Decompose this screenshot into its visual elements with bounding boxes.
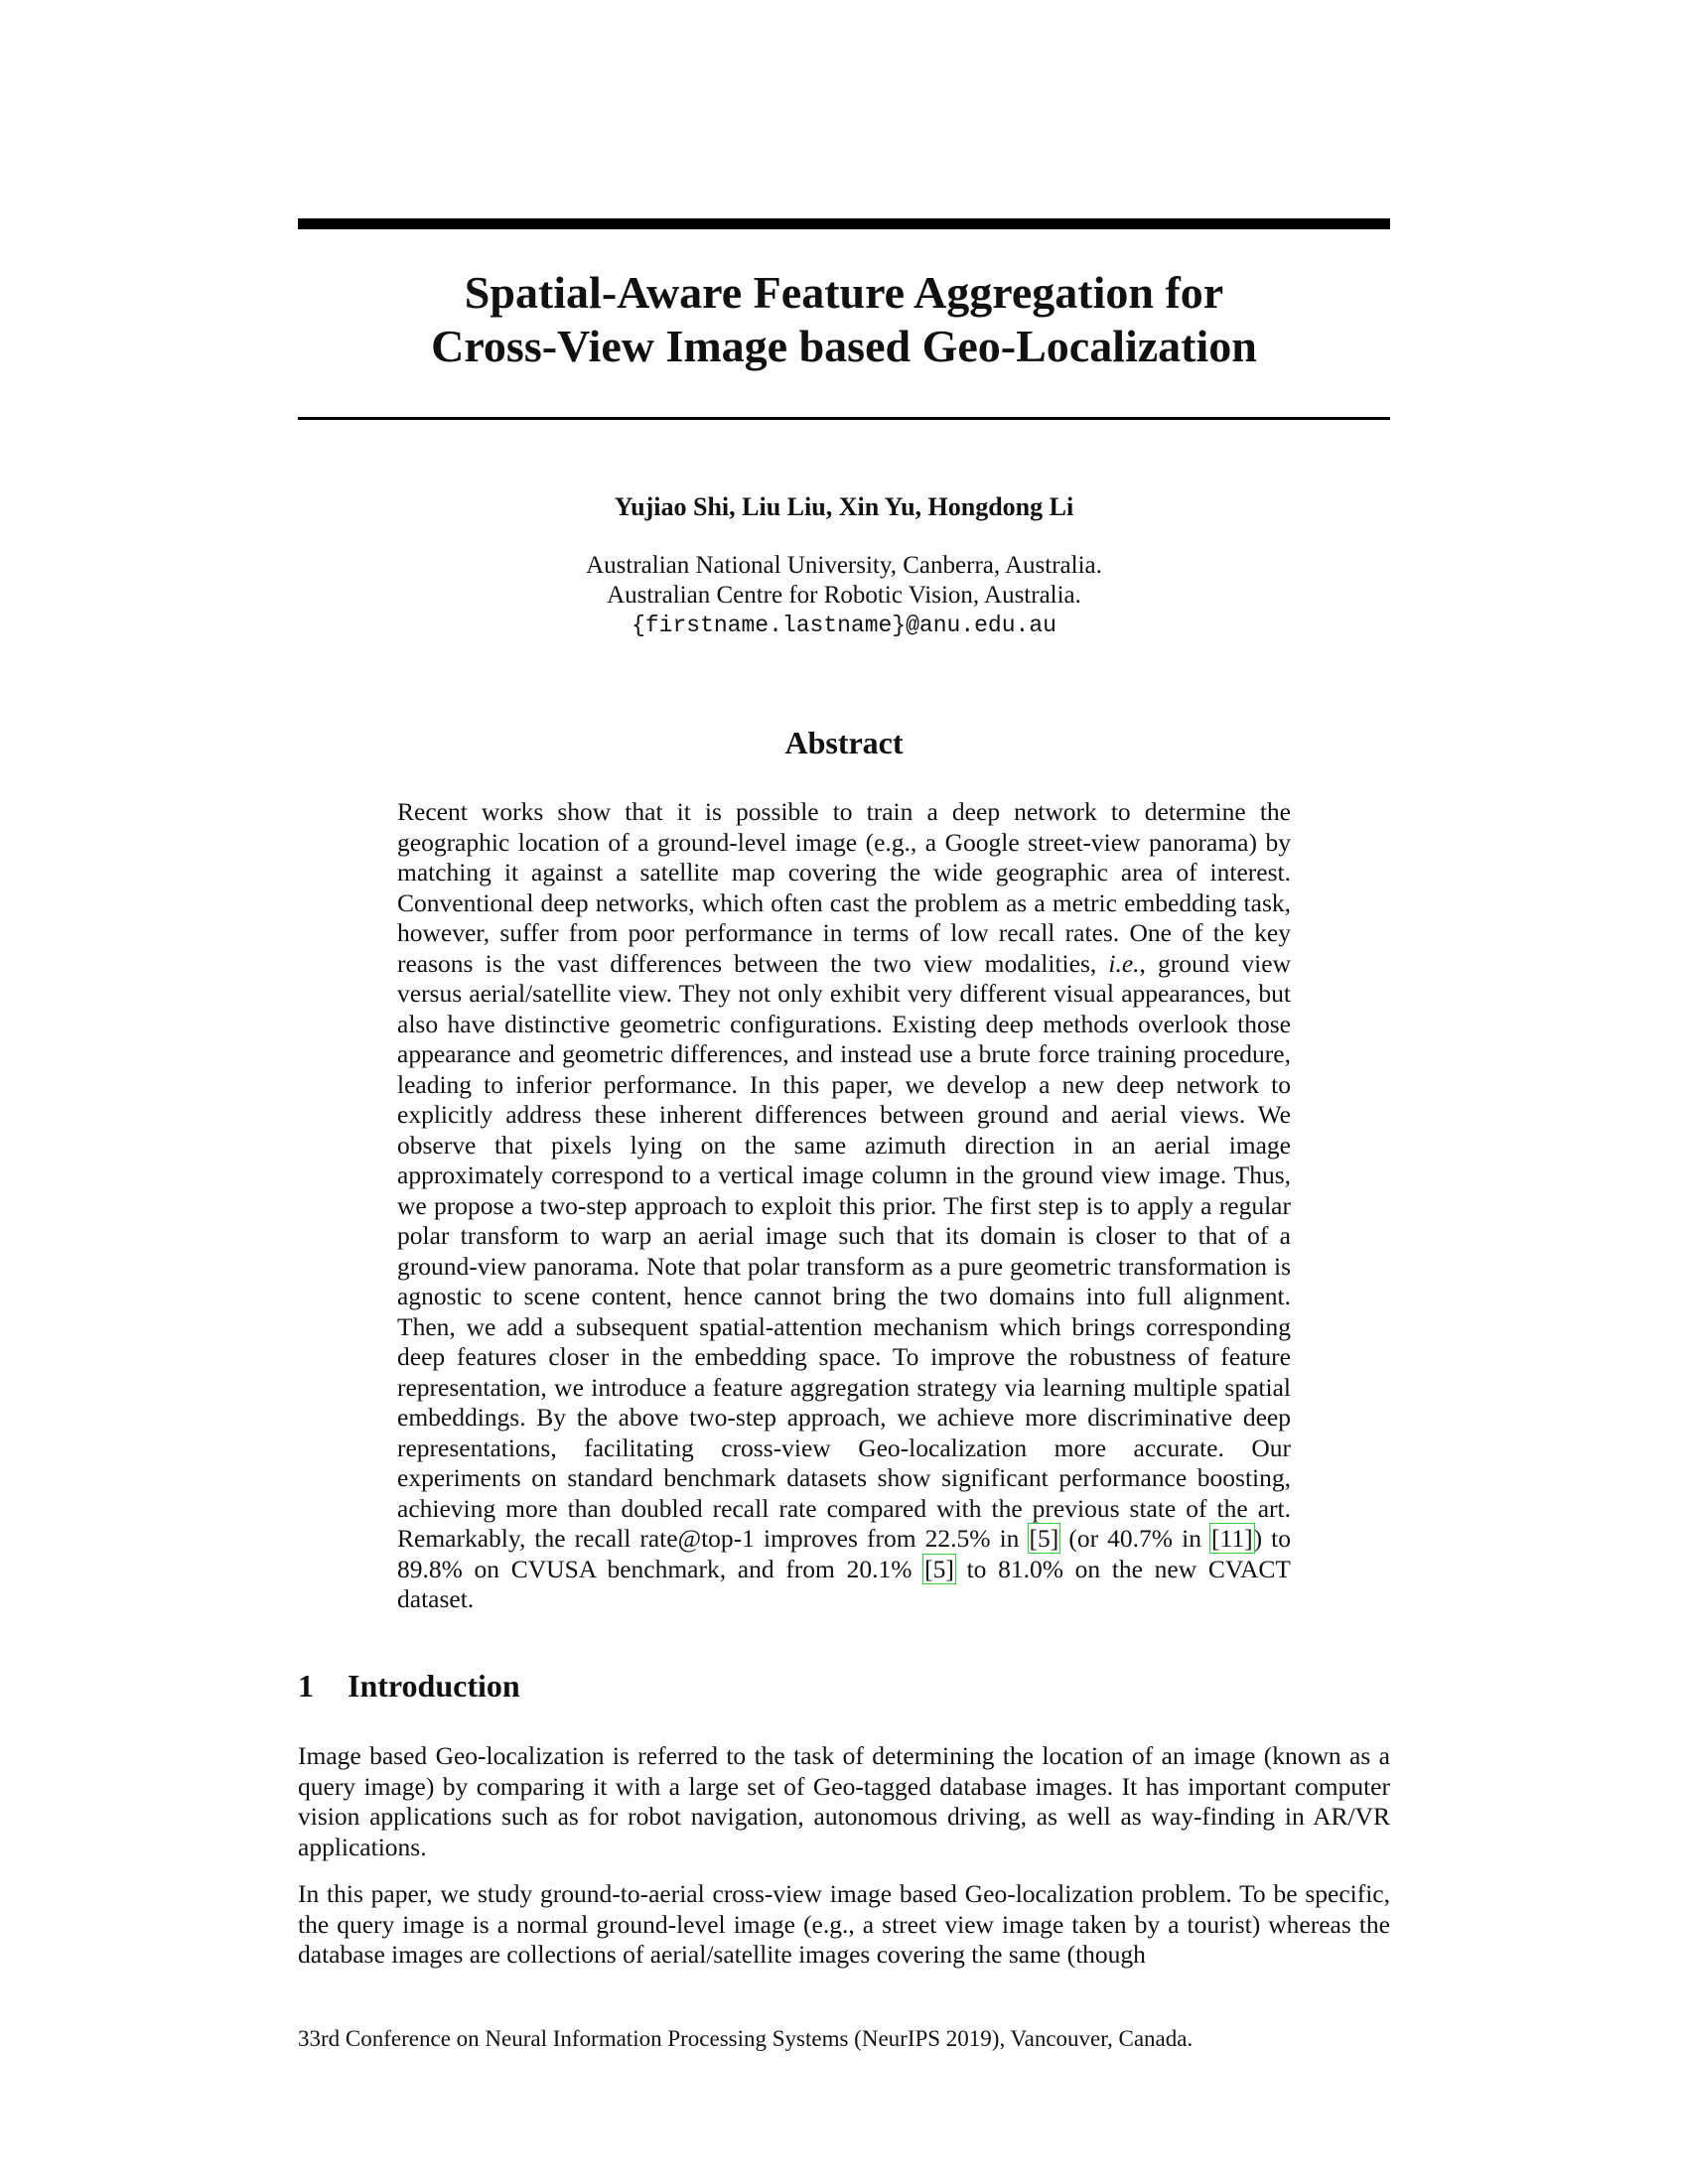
affiliation-line-1: Australian National University, Canberra, Australia. — [586, 552, 1102, 579]
title-top-rule — [298, 218, 1390, 229]
intro-paragraph-2: In this paper, we study ground-to-aerial cross-view image based Geo-localization problem. To be specific, the query image is a normal ground-level image (e.g., a street view image taken by a tourist) whereas the database images are collections of aerial/satellite images covering the same (though — [298, 1879, 1390, 1969]
citation-link-5-second[interactable]: [5] — [924, 1554, 954, 1583]
abstract-text — [397, 797, 1291, 1615]
abstract-heading: Abstract — [784, 725, 904, 760]
author-list: Yujiao Shi, Liu Liu, Xin Yu, Hongdong Li — [614, 492, 1074, 521]
author-email: {firstname.lastname}@anu.edu.au — [632, 613, 1056, 638]
abstract-text-d: ) to 89.8% on CVUSA benchmark, and from 20.1% — [397, 1524, 1292, 1583]
intro-paragraph-1: Image based Geo-localization is referred to the task of determining the location of an image (known as a query image) by comparing it with a large set of Geo-tagged database images. It has important computer vision applications such as for robot navigation, autonomous driving, as well as way-finding in AR/VR applications. — [298, 1741, 1390, 1861]
section-title: Introduction — [348, 1668, 520, 1704]
abstract-ie: i.e. — [1108, 948, 1140, 978]
section-number: 1 — [298, 1668, 314, 1704]
abstract-text-b: , ground view versus aerial/satellite view. They not only exhibit very different visual appearances, but also have distinctive geometric configurations. Existing deep methods overlook those appearance and geometric differences, and instead use a brute force training procedure, leading to inferior performance. In this paper, we develop a new deep network to explicitly address these inherent differences between ground and aerial views. We observe that pixels lying on the same azimuth direction in an aerial image approximately correspond to a vertical image column in the ground view image. Thus, we propose a two-step approach to exploit this prior. The first step is to apply a regular polar transform to warp an aerial image such that its domain is closer to that of a ground-view panorama. Note that polar transform as a pure geometric transformation is agnostic to scene content, hence cannot bring the two domains into full alignment. Then, we add a subsequent spatial-attention mechanism which brings corresponding deep features closer in the embedding space. To improve the robustness of feature representation, we introduce a feature aggregation strategy via learning multiple spatial embeddings. By the above two-step approach, we achieve more discriminative deep representations, facilitating cross-view Geo-localization more accurate. Our experiments on standard benchmark datasets show significant performance boosting, achieving more than doubled recall rate compared with the previous state of the art. Remarkably, the recall rate@top-1 improves from 22.5% in — [397, 948, 1291, 1553]
citation-link-5[interactable]: [5] — [1029, 1524, 1059, 1553]
abstract-text-a: Recent works show that it is possible to train a deep network to determine the geographic location of a ground-level image (e.g., a Google street-view panorama) by matching it against a satellite map covering the wide geographic area of interest. Conventional deep networks, which often cast the problem as a metric embedding task, however, suffer from poor performance in terms of low recall rates. One of the key reasons is the vast differences between the two view modalities, — [397, 797, 1291, 978]
title-line-2: Cross-View Image based Geo-Localization — [431, 321, 1257, 371]
paper-title — [298, 266, 1390, 373]
affiliation-line-2: Australian Centre for Robotic Vision, Australia. — [607, 582, 1081, 609]
title-line-1: Spatial-Aware Feature Aggregation for — [464, 267, 1224, 318]
conference-footnote: 33rd Conference on Neural Information Processing Systems (NeurIPS 2019), Vancouver, Canada. — [298, 2026, 1194, 2051]
citation-link-11[interactable]: [11] — [1211, 1524, 1253, 1553]
abstract-text-e: to 81.0% on the new CVACT dataset. — [397, 1554, 1291, 1613]
section-heading-introduction — [298, 1668, 1390, 1704]
affiliations — [298, 551, 1390, 640]
title-bottom-rule — [298, 417, 1390, 420]
abstract-text-c: (or 40.7% in — [1059, 1524, 1211, 1553]
